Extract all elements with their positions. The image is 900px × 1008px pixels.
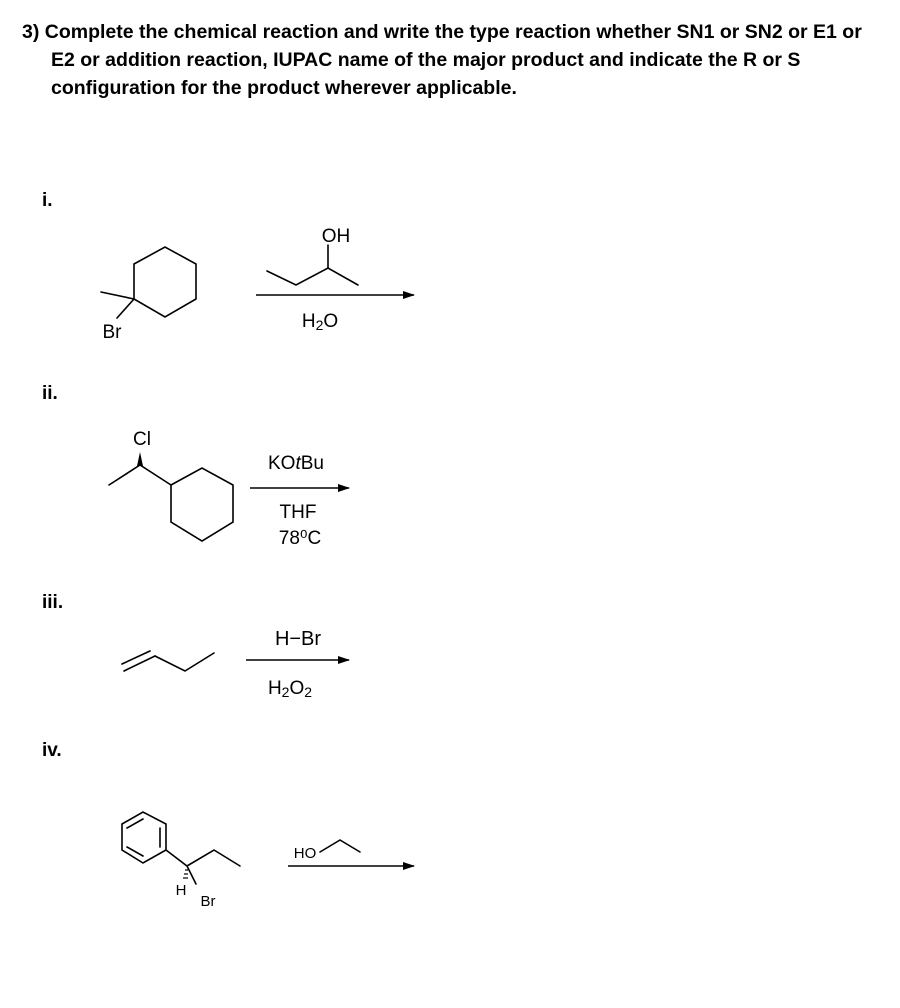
thf-label: THF — [279, 502, 317, 523]
reaction-label-iii: iii. — [42, 592, 64, 613]
reaction-ii — [109, 429, 349, 549]
hydrogen-hash-bond — [183, 870, 188, 878]
chloroethylcyclohexane-structure — [109, 465, 233, 541]
question-line-1: 3) Complete the chemical reaction and write the type reaction whether SN1 or SN2 or E1 or — [22, 21, 862, 43]
temperature-label: 78⁰C — [278, 528, 322, 549]
hydroxyl-label: OH — [321, 226, 351, 247]
question-line-2: E2 or addition reaction, IUPAC name of the major product and indicate the R or S — [51, 49, 801, 71]
reaction-label-i: i. — [42, 190, 53, 211]
bromo-methylcyclohexane-structure — [101, 247, 196, 318]
hydrogen-label: H — [175, 882, 187, 899]
bromine-label: Br — [102, 322, 122, 343]
ethanol-chain — [320, 840, 360, 852]
kotbu-label: KOtBu — [268, 453, 324, 474]
reaction-iv — [122, 812, 414, 910]
reaction-i — [101, 226, 414, 343]
br-bond — [187, 866, 196, 884]
ethanol-ho-label: HO — [293, 845, 317, 862]
cyclohexane-ring — [134, 247, 196, 317]
butanol-structure — [267, 245, 358, 285]
phenylbromobutane-structure — [122, 812, 240, 884]
question-line-3: configuration for the product wherever applicable. — [51, 77, 517, 99]
water-label: H2O — [301, 311, 339, 333]
br-bond — [117, 299, 134, 318]
peroxide-label: H2O2 — [267, 678, 313, 700]
cyclohexane-ring — [171, 468, 233, 541]
chlorine-wedge-bond — [137, 452, 143, 466]
butene-structure — [122, 651, 214, 671]
reaction-label-iv: iv. — [42, 740, 62, 761]
bromine-label: Br — [200, 893, 216, 910]
methyl-bond — [101, 292, 134, 299]
hbr-label: H−Br — [274, 628, 322, 650]
reaction-iii — [122, 628, 349, 700]
reaction-label-ii: ii. — [42, 383, 58, 404]
chlorine-label: Cl — [133, 429, 151, 450]
